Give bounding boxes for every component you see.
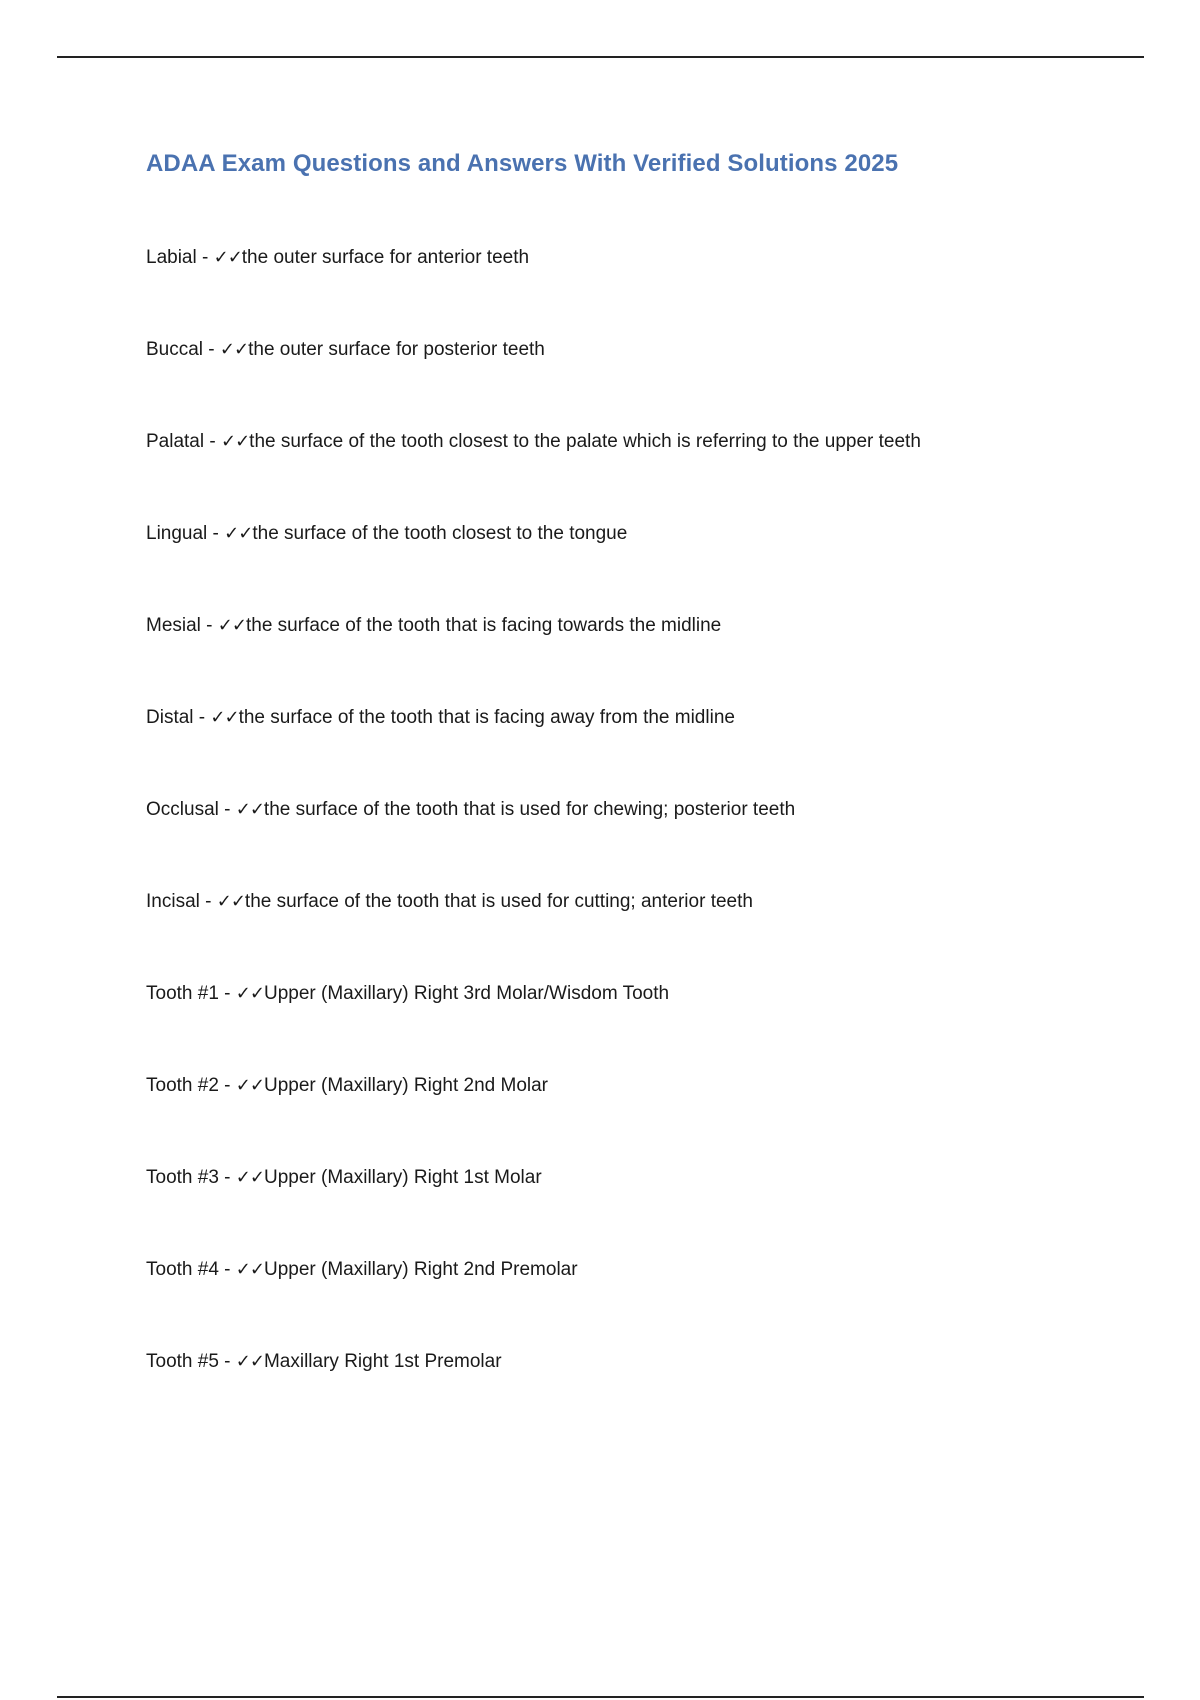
qa-separator: - [218, 1259, 236, 1280]
qa-definition: the outer surface for anterior teeth [241, 247, 530, 268]
double-check-icon: ✓✓ [213, 247, 242, 268]
double-check-icon: ✓✓ [217, 615, 246, 636]
document-title: ADAA Exam Questions and Answers With Verified Solutions 2025 [146, 150, 899, 177]
qa-term: Mesial [146, 615, 201, 636]
qa-definition: the surface of the tooth that is used for cutting; anterior teeth [244, 891, 753, 912]
double-check-icon: ✓✓ [216, 891, 245, 912]
qa-separator: - [193, 707, 211, 728]
qa-term: Tooth #5 [146, 1351, 219, 1372]
qa-separator: - [218, 799, 236, 820]
qa-entry-palatal [146, 426, 921, 518]
qa-entry-tooth-1 [146, 978, 921, 1070]
qa-term: Palatal [146, 431, 205, 452]
qa-separator: - [218, 1075, 236, 1096]
qa-definition: Upper (Maxillary) Right 2nd Molar [263, 1075, 549, 1096]
qa-entry-tooth-3 [146, 1162, 921, 1254]
qa-entry-labial [146, 242, 921, 334]
qa-entry-tooth-4 [146, 1254, 921, 1346]
qa-separator: - [207, 523, 225, 544]
qa-entry-incisal [146, 886, 921, 978]
qa-entry-mesial [146, 610, 921, 702]
qa-term: Buccal [146, 339, 204, 360]
double-check-icon: ✓✓ [235, 1351, 264, 1372]
qa-entry-buccal [146, 334, 921, 426]
qa-term: Tooth #1 [146, 983, 219, 1004]
qa-separator: - [203, 339, 220, 360]
qa-entry-lingual [146, 518, 921, 610]
double-check-icon: ✓✓ [224, 523, 253, 544]
qa-list [146, 242, 921, 1438]
qa-separator: - [204, 431, 221, 452]
double-check-icon: ✓✓ [235, 1075, 264, 1096]
qa-term: Tooth #4 [146, 1259, 219, 1280]
qa-term: Occlusal [146, 799, 219, 820]
qa-separator: - [218, 983, 236, 1004]
qa-definition: the surface of the tooth that is facing towards the midline [245, 615, 722, 636]
qa-definition: Upper (Maxillary) Right 1st Molar [263, 1167, 542, 1188]
double-check-icon: ✓✓ [235, 983, 264, 1004]
bottom-rule [57, 1696, 1144, 1698]
qa-entry-tooth-2 [146, 1070, 921, 1162]
qa-definition: the surface of the tooth closest to the tongue [252, 523, 628, 544]
qa-term: Labial [146, 247, 197, 268]
qa-definition: Maxillary Right 1st Premolar [263, 1351, 502, 1372]
qa-definition: Upper (Maxillary) Right 2nd Premolar [263, 1259, 578, 1280]
double-check-icon: ✓✓ [210, 707, 239, 728]
top-rule [57, 56, 1144, 58]
qa-separator: - [200, 615, 218, 636]
qa-entry-occlusal [146, 794, 921, 886]
qa-separator: - [196, 247, 214, 268]
qa-separator: - [199, 891, 217, 912]
qa-term: Incisal [146, 891, 200, 912]
double-check-icon: ✓✓ [219, 339, 249, 360]
qa-term: Tooth #2 [146, 1075, 219, 1096]
qa-term: Distal [146, 707, 194, 728]
qa-separator: - [218, 1167, 236, 1188]
double-check-icon: ✓✓ [235, 1167, 264, 1188]
qa-definition: the surface of the tooth closest to the palate which is referring to the upper teeth [249, 431, 921, 452]
qa-term: Lingual [146, 523, 208, 544]
qa-definition: the surface of the tooth that is used for chewing; posterior teeth [263, 799, 796, 820]
double-check-icon: ✓✓ [235, 1259, 264, 1280]
qa-entry-distal [146, 702, 921, 794]
qa-entry-tooth-5 [146, 1346, 921, 1438]
qa-definition: Upper (Maxillary) Right 3rd Molar/Wisdom Tooth [263, 983, 670, 1004]
qa-term: Tooth #3 [146, 1167, 219, 1188]
qa-separator: - [218, 1351, 236, 1372]
qa-definition: the surface of the tooth that is facing away from the midline [238, 707, 735, 728]
double-check-icon: ✓✓ [221, 431, 250, 452]
double-check-icon: ✓✓ [235, 799, 264, 820]
qa-definition: the outer surface for posterior teeth [248, 339, 545, 360]
